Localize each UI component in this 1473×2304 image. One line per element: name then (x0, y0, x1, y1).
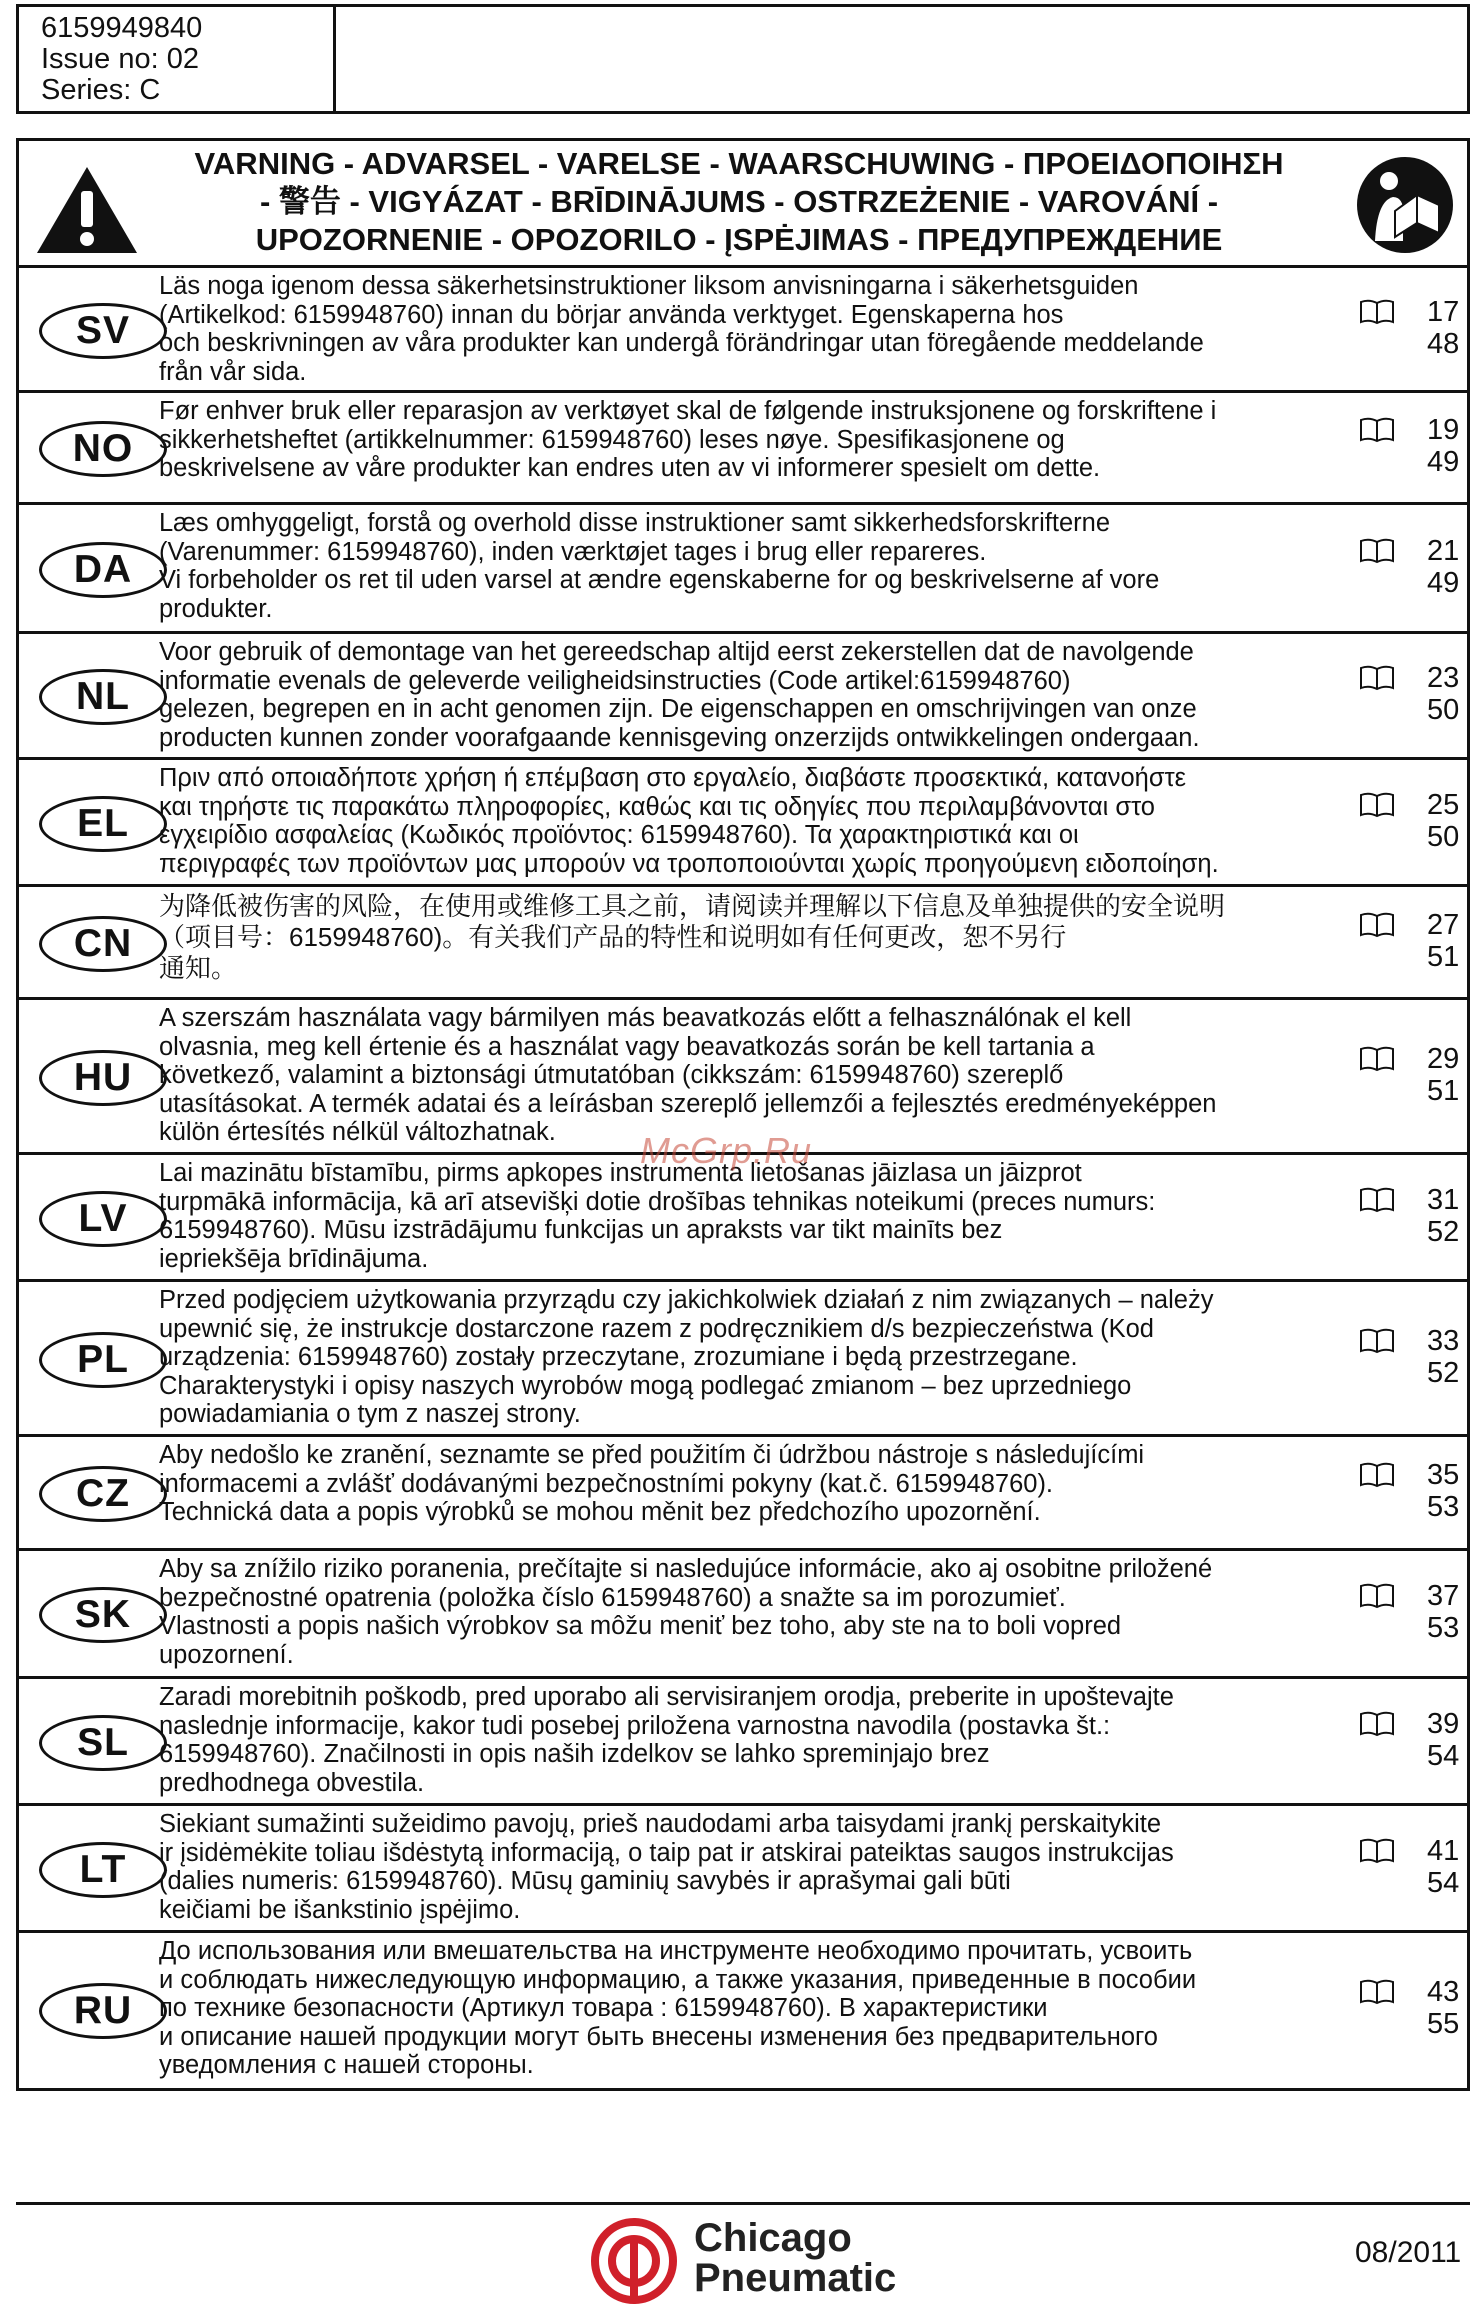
language-code: RU (39, 1983, 167, 2039)
language-row-sl (19, 1679, 1467, 1806)
page-number-second: 52 (1427, 1357, 1460, 1389)
brand-name (694, 2218, 896, 2298)
part-number: 6159949840 (41, 12, 203, 44)
language-row-cz (19, 1437, 1467, 1551)
page-number-first: 29 (1427, 1043, 1460, 1075)
footer-date: 08/2011 (1355, 2236, 1462, 2269)
language-code: NO (39, 421, 167, 477)
language-code: LV (39, 1191, 167, 1247)
warning-title-line: - 警告 - VIGYÁZAT - BRĪDINĀJUMS - OSTRZEŻENIE - VAROVÁNÍ - (259, 184, 1219, 219)
language-code: LT (39, 1842, 167, 1898)
page-number-second: 49 (1427, 446, 1460, 478)
safety-instruction-text: Siekiant sumažinti sužeidimo pavojų, prieš naudodami arba taisydami įrankį perskaitykite ir įsidėmėkite toliau išdėstytą informaciją, o taip pat ir atskirai pateiktas saugos instrukcijas (dalies numeris: 6159948760). Mūsų gaminių savybės ir aprašymai gali būti keičiami be išankstinio įspėjimo. (159, 1810, 1174, 1924)
language-row-da (19, 505, 1467, 634)
book-icon (1359, 1462, 1395, 1488)
page-number-first: 35 (1427, 1459, 1460, 1491)
safety-instruction-text: До использования или вмешательства на инструменте необходимо прочитать, усвоить и соблюдать нижеследующую информацию, а также указания, приведенные в пособии по технике безопасности (Артикул товара : 6159948760). В характеристики и описание нашей продукции могут быть внесены изменения без предварительного уведомления с нашей стороны. (159, 1937, 1197, 2079)
language-code: CZ (39, 1466, 167, 1522)
safety-instruction-text: Zaradi morebitnih poškodb, pred uporabo ali servisiranjem orodja, preberite in upoštevajte naslednje informacije, kakor tudi posebej priložena varnostna navodila (postavka št.: 6159948760). Značilnosti in opis naših izdelkov se lahko spreminjajo brez predhodnega obvestila. (159, 1683, 1174, 1797)
safety-instruction-text: Voor gebruik of demontage van het gereedschap altijd eerst zekerstellen dat de navolgende informatie evenals de geleverde veiligheidsinstructies (Code artikel:6159948760) gelezen, begrepen en in acht genomen zijn. De eigenschappen en omschrijvingen van onze producten kunnen zonder voorafgaande kennisgeving onzerzijds ontwikkelingen ondergaan. (159, 638, 1200, 752)
page-reference (1359, 1580, 1469, 1650)
language-row-lv (19, 1155, 1467, 1282)
page-number-second: 48 (1427, 328, 1460, 360)
page-number-first: 19 (1427, 414, 1460, 446)
page-reference (1359, 1043, 1469, 1113)
page-reference (1359, 1459, 1469, 1529)
page-number-first: 17 (1427, 296, 1460, 328)
safety-instruction-text: Πριν από οποιαδήποτε χρήση ή επέμβαση στο εργαλείο, διαβάστε προσεκτικά, κατανοήστε και τηρήστε τις παρακάτω πληροφορίες, καθώς και τις οδηγίες που περιλαμβάνονται στο εγχειρίδιο ασφαλείας (Κωδικός προϊόντος: 6159948760). Τα χαρακτηριστικά και οι περιγραφές των προϊόντων μας μπορούν να τροποποιούνται χωρίς προηγούμενη ειδοποίηση. (159, 764, 1219, 878)
page-number-first: 39 (1427, 1708, 1460, 1740)
warning-header (19, 141, 1467, 268)
language-code: PL (39, 1332, 167, 1388)
book-icon (1359, 1979, 1395, 2005)
doc-info (19, 7, 336, 111)
page-number-first: 43 (1427, 1976, 1460, 2008)
warning-title (159, 145, 1319, 259)
document-header (16, 4, 1470, 114)
page-number-first: 33 (1427, 1325, 1460, 1357)
page-number-second: 51 (1427, 1075, 1460, 1107)
language-code: DA (39, 542, 167, 598)
warning-table (16, 138, 1470, 2091)
book-icon (1359, 1328, 1395, 1354)
language-row-pl (19, 1282, 1467, 1437)
book-icon (1359, 912, 1395, 938)
book-icon (1359, 1046, 1395, 1072)
page-reference (1359, 296, 1469, 366)
language-code: NL (39, 669, 167, 725)
safety-instruction-text: Læs omhyggeligt, forstå og overhold disse instruktioner samt sikkerhedsforskrifterne (Varenummer: 6159948760), inden værktøjet tages i brug eller repareres. Vi forbeholder os ret til uden varsel at ændre egenskaberne for og beskrivelserne af vore produkter. (159, 509, 1160, 623)
book-icon (1359, 1583, 1395, 1609)
book-icon (1359, 538, 1395, 564)
language-code: EL (39, 796, 167, 852)
book-icon (1359, 792, 1395, 818)
language-code: CN (39, 916, 167, 972)
page-number-first: 25 (1427, 789, 1460, 821)
page-reference (1359, 414, 1469, 484)
warning-title-line: UPOZORNENIE - OPOZORILO - ĮSPĖJIMAS - ПРЕДУПРЕЖДЕНИЕ (255, 222, 1223, 257)
safety-instruction-text: Før enhver bruk eller reparasjon av verktøyet skal de følgende instruksjonene og forskriftene i sikkerhetsheftet (artikkelnummer: 6159948760) leses nøye. Spesifikasjonene og beskrivelsene av våre produkter kan endres uten av vi informerer spesielt om dette. (159, 397, 1217, 482)
warning-triangle-icon (35, 165, 139, 255)
language-code: SV (39, 303, 167, 359)
language-rows (19, 268, 1467, 2088)
language-row-ru (19, 1933, 1467, 2088)
issue-number: Issue no: 02 (41, 43, 199, 75)
page-number-first: 21 (1427, 535, 1460, 567)
language-row-sk (19, 1551, 1467, 1679)
language-row-cn (19, 887, 1467, 1000)
page-number-first: 41 (1427, 1835, 1460, 1867)
page-number-first: 37 (1427, 1580, 1460, 1612)
safety-instruction-text: A szerszám használata vagy bármilyen más beavatkozás előtt a felhasználónak el kell olvasnia, meg kell értenie és a használat vagy beavatkozás során be kell tartania a következő, valamint a biztonsági útmutatóban (cikkszám: 6159948760) szereplő utasításokat. A termék adatai és a leírásban szereplő jellemzői a fejlesztés eredményeképpen külön értesítés nélkül változhatnak. (159, 1004, 1217, 1146)
page-number-second: 52 (1427, 1216, 1460, 1248)
page-number-first: 23 (1427, 662, 1460, 694)
language-row-no (19, 393, 1467, 505)
series: Series: C (41, 74, 161, 106)
page-number-second: 50 (1427, 694, 1460, 726)
page-reference (1359, 1708, 1469, 1778)
brand-line: Pneumatic (694, 2256, 897, 2300)
page-reference (1359, 1184, 1469, 1254)
page-number-first: 27 (1427, 909, 1460, 941)
footer-divider (16, 2202, 1470, 2205)
language-code: SL (39, 1715, 167, 1771)
watermark: McGrp.Ru (640, 1130, 813, 1171)
page-reference (1359, 535, 1469, 605)
safety-instruction-text: Lai mazinātu bīstamību, pirms apkopes instrumenta lietošanas jāizlasa un jāizprot turpmākā informācija, kā arī atsevišķi dotie drošības tehnikas noteikumi (preces numurs: 6159948760). Mūsu izstrādājumu funkcijas un apraksts var tikt mainīts bez iepriekšēja brīdinājuma. (159, 1159, 1156, 1273)
page-reference (1359, 789, 1469, 859)
language-row-nl (19, 634, 1467, 760)
safety-instruction-text: Przed podjęciem użytkowania przyrządu czy jakichkolwiek działań z nim związanych – należy upewnić się, że instrukcje dostarczone razem z podręcznikiem d/s bezpieczeństwa (Kod urządzenia: 6159948760) zostały przeczytane, zrozumiane i będą przestrzegane. Charakterystyki i opisy naszych wyrobów mogą podlegać zmianom – bez uprzedniego powiadamiania o tym z naszej strony. (159, 1286, 1214, 1428)
page-reference (1359, 1835, 1469, 1905)
page-number-second: 51 (1427, 941, 1460, 973)
language-code: HU (39, 1050, 167, 1106)
page-number-second: 54 (1427, 1740, 1460, 1772)
page-reference (1359, 909, 1469, 979)
page-number-second: 54 (1427, 1867, 1460, 1899)
book-icon (1359, 299, 1395, 325)
page-number-second: 50 (1427, 821, 1460, 853)
page-number-second: 55 (1427, 2008, 1460, 2040)
page-number-second: 49 (1427, 567, 1460, 599)
language-row-el (19, 760, 1467, 887)
page-number-second: 53 (1427, 1491, 1460, 1523)
brand-line: Chicago (694, 2216, 852, 2260)
page-reference (1359, 1976, 1469, 2046)
language-row-sv (19, 268, 1467, 393)
page-reference (1359, 662, 1469, 732)
safety-instruction-text: Aby sa znížilo riziko poranenia, prečítajte si nasledujúce informácie, ako aj osobitne priložené bezpečnostné opatrenia (položka číslo 6159948760) a snažte sa im porozumieť. Vlastnosti a popis našich výrobkov sa môžu meniť bez toho, aby ste na to boli vopred upozornení. (159, 1555, 1213, 1669)
book-icon (1359, 1711, 1395, 1737)
book-icon (1359, 1187, 1395, 1213)
language-code: SK (39, 1587, 167, 1643)
book-icon (1359, 665, 1395, 691)
safety-instruction-text: Läs noga igenom dessa säkerhetsinstruktioner liksom anvisningarna i säkerhetsguiden (Artikelkod: 6159948760) innan du börjar använda verktyget. Egenskaperna hos och beskrivningen av våra produkter kan undergå förändringar utan föregående meddelande från vår sida. (159, 272, 1204, 386)
page-number-first: 31 (1427, 1184, 1460, 1216)
language-row-lt (19, 1806, 1467, 1933)
page-number-second: 53 (1427, 1612, 1460, 1644)
book-icon (1359, 1838, 1395, 1864)
page-reference (1359, 1325, 1469, 1395)
safety-instruction-text: 为降低被伤害的风险，在使用或维修工具之前，请阅读并理解以下信息及单独提供的安全说明 （项目号：6159948760)。有关我们产品的特性和说明如有任何更改，恕不另行 通知。 (159, 891, 1226, 983)
book-icon (1359, 417, 1395, 443)
safety-instruction-text: Aby nedošlo ke zranění, seznamte se před použitím či údržbou nástroje s následujícími informacemi a zvlášť dodávanými bezpečnostními pokyny (kat.č. 6159948760). Technická data a popis výrobků se mohou měnit bez předchozího upozornění. (159, 1441, 1145, 1526)
read-manual-icon (1355, 155, 1455, 255)
warning-title-line: VARNING - ADVARSEL - VARELSE - WAARSCHUWING - ΠΡΟΕΙΔΟΠΟΙΗΣΗ (194, 146, 1284, 181)
chicago-pneumatic-logo-icon (590, 2218, 680, 2304)
